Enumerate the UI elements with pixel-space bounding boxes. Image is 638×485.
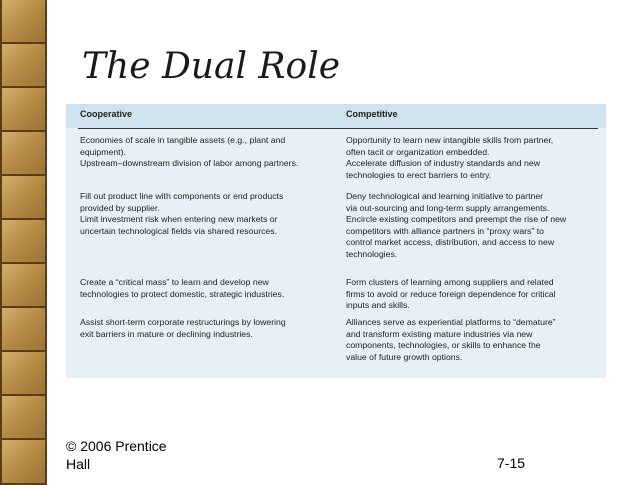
cell-line: technologies to erect barriers to entry. [346,169,492,180]
cell-line: often tacit or organization embedded. [346,146,490,157]
cell-line: control market access, distribution, and access to new [346,237,555,247]
cell-line: Form clusters of learning among suppliers and related [346,277,554,287]
film-frame-decoration [0,218,47,265]
cell-line: Opportunity to learn new intangible skills from partner, [346,135,554,145]
cell-line: Assist short-term corporate restructurings by lowering [80,317,286,327]
competitive-cell-2 [346,158,540,181]
film-frame-decoration [0,306,47,353]
cell-line: uncertain technological fields via shared resources. [80,225,278,236]
cell-line: technologies to protect domestic, strategic industries. [80,288,285,299]
column-header-competitive: Competitive [346,109,398,119]
cell-line: value of future growth options. [346,351,463,362]
cooperative-cell-4 [80,214,277,237]
cooperative-cell-2 [80,158,298,170]
cell-line: and transform existing mature industries via new [346,328,533,339]
cell-line: competitors with alliance partners in “proxy wars” to [346,225,544,236]
cell-line: Economies of scale in tangible assets (e.g., plant and [80,135,286,145]
cell-line: inputs and skills. [346,300,410,310]
film-frame-decoration [0,438,47,485]
film-frame-decoration [0,262,47,309]
slide-title: The Dual Role [82,46,341,87]
competitive-cell-4 [346,214,566,260]
competitive-cell-5 [346,277,556,312]
column-header-cooperative: Cooperative [80,109,133,119]
copyright-line: © 2006 Prentice [66,438,167,454]
film-frame-decoration [0,174,47,221]
film-frame-decoration [0,42,47,89]
cooperative-cell-5 [80,277,284,300]
cell-line: equipment). [80,146,126,157]
copyright-notice [66,437,167,473]
competitive-cell-1 [346,135,553,158]
film-frame-decoration [0,0,47,45]
cell-line: technologies. [346,248,398,259]
cell-line: Fill out product line with components or end products [80,191,284,201]
cell-line: Encircle existing competitors and preempt the rise of new [346,214,567,224]
cell-line: firms to avoid or reduce foreign dependence for critical [346,288,556,299]
cell-line: exit barriers in mature or declining industries. [80,328,253,339]
cooperative-cell-6 [80,317,286,340]
cell-line: components, technologies, or skills to enhance the [346,340,541,350]
cell-line: Create a “critical mass” to learn and develop new [80,277,269,287]
cell-line: provided by supplier. [80,202,160,213]
cell-line: via out-sourcing and long-term supply arrangements. [346,202,550,213]
cell-line: Limit investment risk when entering new markets or [80,214,278,224]
competitive-cell-3 [346,191,549,214]
film-frame-decoration [0,130,47,177]
cell-line: Deny technological and learning initiative to partner [346,191,544,201]
film-strip-border [0,0,47,479]
cooperative-cell-1 [80,135,285,158]
film-frame-decoration [0,86,47,133]
cooperative-cell-3 [80,191,283,214]
page-number: 7-15 [497,455,526,471]
cell-line: Alliances serve as experiential platforms to “demature” [346,317,556,327]
cell-line: Upstream–downstream division of labor among partners. [80,158,299,168]
film-frame-decoration [0,394,47,441]
copyright-line: Hall [66,456,91,472]
cell-line: Accelerate diffusion of industry standards and new [346,158,540,168]
comparison-table [66,104,606,378]
table-header-band [66,104,606,128]
header-rule [78,128,598,129]
film-frame-decoration [0,350,47,397]
competitive-cell-6 [346,317,556,363]
